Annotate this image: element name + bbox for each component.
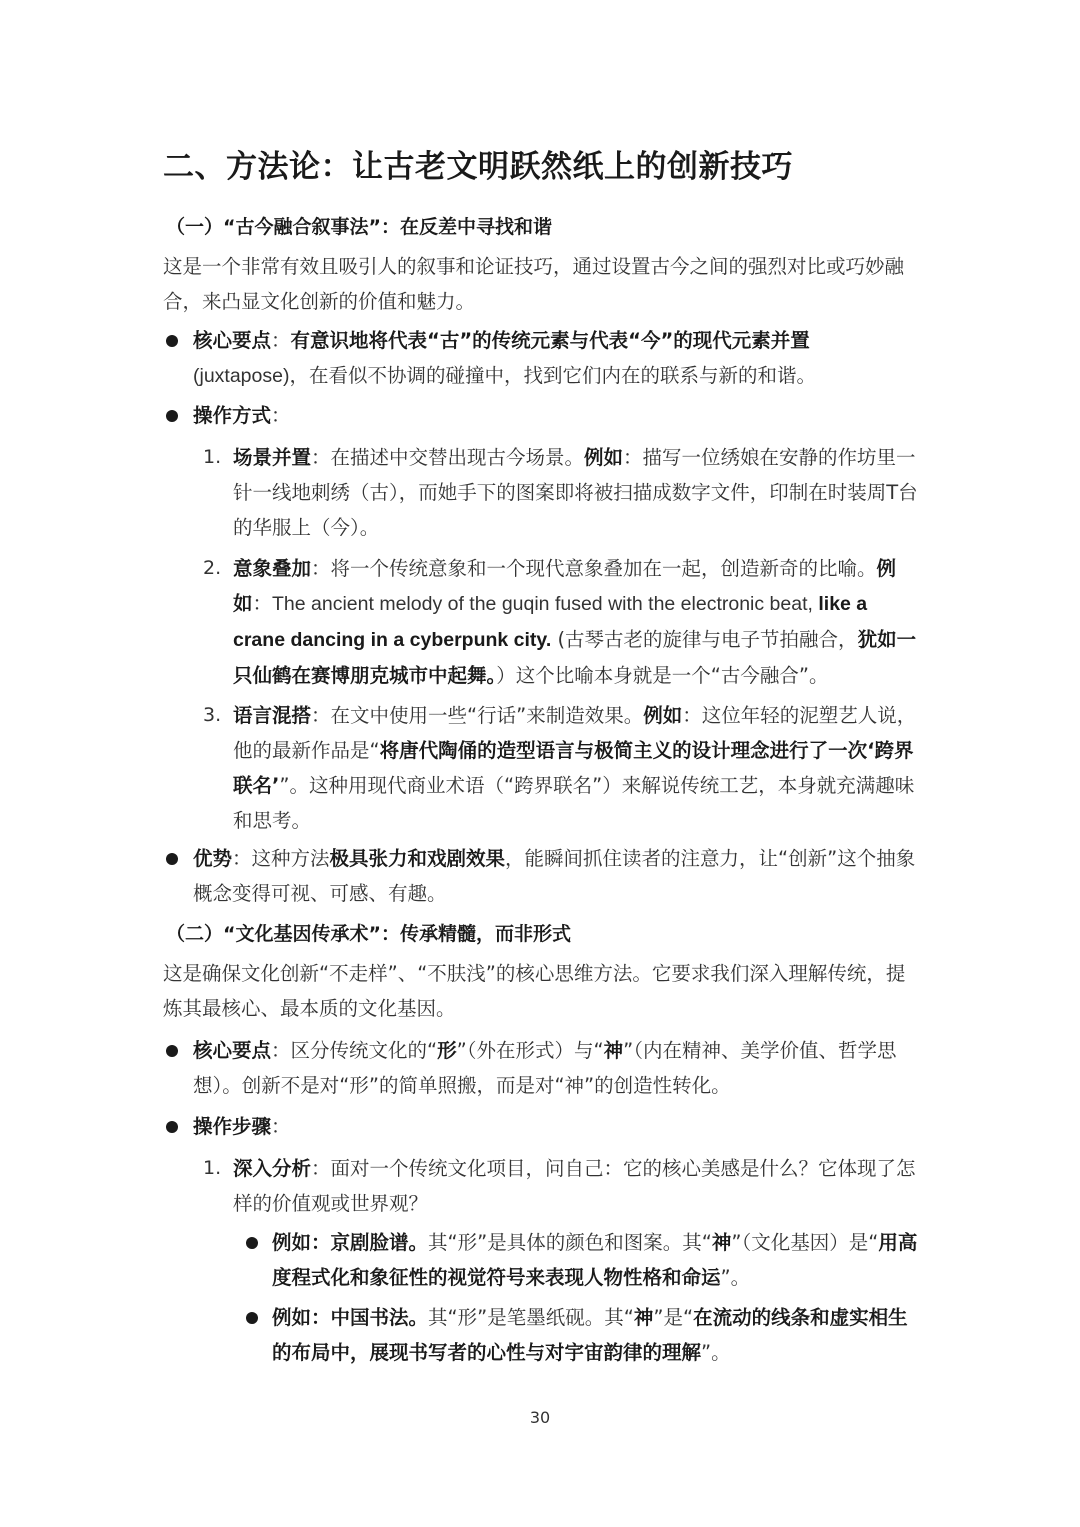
steps-label: 操作步骤 <box>193 1115 272 1138</box>
item-label: 语言混搭 <box>233 704 312 727</box>
page-number: 30 <box>529 1408 551 1427</box>
item-text: ：在描述中交替出现古今场景。 <box>311 446 585 469</box>
advantage-label: 优势 <box>193 847 233 870</box>
item-bold: 犹如一只仙鹤在赛博朋克城市中起舞。 <box>233 628 917 687</box>
core-point-rest: (juxtapose)，在看似不协调的碰撞中，找到它们内在的联系与新的和谐。 <box>193 365 816 387</box>
method-label-line: 操作方式： <box>193 404 291 427</box>
example-label: 例如 <box>233 557 897 615</box>
english-text: ：The ancient melody of the guqin fused with the electronic beat, <box>252 593 819 615</box>
method-label: 操作方式 <box>193 404 272 427</box>
item-text: ：描写一位绣娘在安静的作坊里一针一线地刺绣（古），而她手下的图案即将被扫描成数字文件，印制在时装周T台的华服上（今）。 <box>233 446 918 539</box>
section-1-intro: 这是一个非常有效且吸引人的叙事和论证技巧，通过设置古今之间的强烈对比或巧妙融合，来凸显文化创新的价值和魅力。 <box>163 255 905 313</box>
example-bold: 用高度程式化和象征性的视觉符号来表现人物性格和命运 <box>272 1231 918 1289</box>
example-item <box>272 1300 920 1370</box>
core-text: ”（外在形式）与“ <box>456 1039 604 1062</box>
bullet-icon <box>166 410 178 422</box>
advantage-text: ：这种方法 <box>232 847 330 870</box>
example-text: ”是“ <box>653 1306 694 1329</box>
advantage-text: ，能瞬间抓住读者的注意力，让“创新”这个抽象概念变得可视、可感、有趣。 <box>193 847 916 905</box>
example-bold: 神 <box>633 1306 654 1329</box>
example-label: 例如 <box>643 704 683 727</box>
example-text: 其“形”是笔墨纸砚。其“ <box>428 1306 634 1329</box>
list-number: 3. <box>203 704 222 726</box>
section-2-intro: 这是确保文化创新“不走样”、“不肤浅”的核心思维方法。它要求我们深入理解传统，提炼其最核心、最本质的文化基因。 <box>163 962 906 1020</box>
example-title: 例如：中国书法。 <box>272 1306 429 1329</box>
list-item <box>233 698 919 838</box>
step-text: ：面对一个传统文化项目，问自己：它的核心美感是什么？它体现了怎样的价值观或世界观？ <box>233 1157 916 1215</box>
english-bold: like a crane dancing in a cyberpunk city. <box>233 593 868 651</box>
step-label: 深入分析 <box>233 1157 312 1180</box>
core-text: ：区分传统文化的“ <box>271 1039 438 1062</box>
example-text: 其“形”是具体的颜色和图案。其“ <box>428 1231 712 1254</box>
item-text: ：将一个传统意象和一个现代意象叠加在一起，创造新奇的比喻。 <box>311 557 877 580</box>
item-label: 场景并置 <box>233 446 312 469</box>
item-bold: 将唐代陶俑的造型语言与极简主义的设计理念进行了一次‘跨界联名’ <box>233 739 914 797</box>
list-number: 2. <box>203 557 222 579</box>
core-bold: 神 <box>603 1039 624 1062</box>
step-item <box>233 1151 919 1221</box>
bullet-icon <box>166 853 178 865</box>
core-text: ”（内在精神、美学价值、哲学思想）。创新不是对“形”的简单照搬，而是对“神”的创造性转化。 <box>193 1039 897 1097</box>
example-bold: 在流动的线条和虚实相生的布局中，展现书写者的心性与对宇宙韵律的理解 <box>272 1306 908 1364</box>
item-text: ：这位年轻的泥塑艺人说，他的最新作品是“ <box>233 704 917 762</box>
item-text: ）这个比喻本身就是一个“古今融合”。 <box>496 664 829 687</box>
core-point-paragraph: 核心要点：有意识地将代表“古”的传统元素与代表“今”的现代元素并置 (juxtapose)，在看似不协调的碰撞中，找到它们内在的联系与新的和谐。 <box>193 329 816 387</box>
list-number: 1. <box>203 1157 222 1179</box>
section-heading-2: （二）“文化基因传承术”：传承精髓，而非形式 <box>166 923 571 945</box>
example-item <box>272 1225 920 1295</box>
example-bold: 神 <box>711 1231 732 1254</box>
core-point-label: 核心要点 <box>193 329 272 352</box>
advantage-paragraph <box>193 841 923 911</box>
bullet-icon <box>246 1237 258 1249</box>
list-item <box>233 551 919 693</box>
example-text: ”。 <box>701 1341 731 1364</box>
chapter-title: 二、方法论：让古老文明跃然纸上的创新技巧 <box>163 149 793 185</box>
item-text: ”。这种用现代商业术语（“跨界联名”）来解说传统工艺，本身就充满趣味和思考。 <box>233 774 915 832</box>
example-text: ”。 <box>720 1266 751 1289</box>
list-item <box>233 440 919 545</box>
item-text: (古琴古老的旋律与电子节拍融合， <box>551 628 858 651</box>
core-bold: 形 <box>437 1039 457 1062</box>
example-title: 例如：京剧脸谱。 <box>272 1231 429 1254</box>
bullet-icon <box>246 1312 258 1324</box>
bullet-icon <box>166 1121 178 1133</box>
list-number: 1. <box>203 446 222 468</box>
example-label: 例如 <box>584 446 624 469</box>
advantage-bold: 极具张力和戏剧效果 <box>329 847 506 870</box>
example-text: ”（文化基因）是“ <box>731 1231 879 1254</box>
bullet-icon <box>166 335 178 347</box>
core-point-bold: 有意识地将代表“古”的传统元素与代表“今”的现代元素并置 <box>290 329 810 352</box>
bullet-icon <box>166 1045 178 1057</box>
item-label: 意象叠加 <box>233 557 312 580</box>
core-point-paragraph-2 <box>193 1033 919 1103</box>
item-text: ：在文中使用一些“行话”来制造效果。 <box>311 704 644 727</box>
core-point-label: 核心要点 <box>193 1039 272 1062</box>
steps-label-line: 操作步骤： <box>193 1115 291 1138</box>
section-heading-1: （一）“古今融合叙事法”：在反差中寻找和谐 <box>166 216 552 238</box>
